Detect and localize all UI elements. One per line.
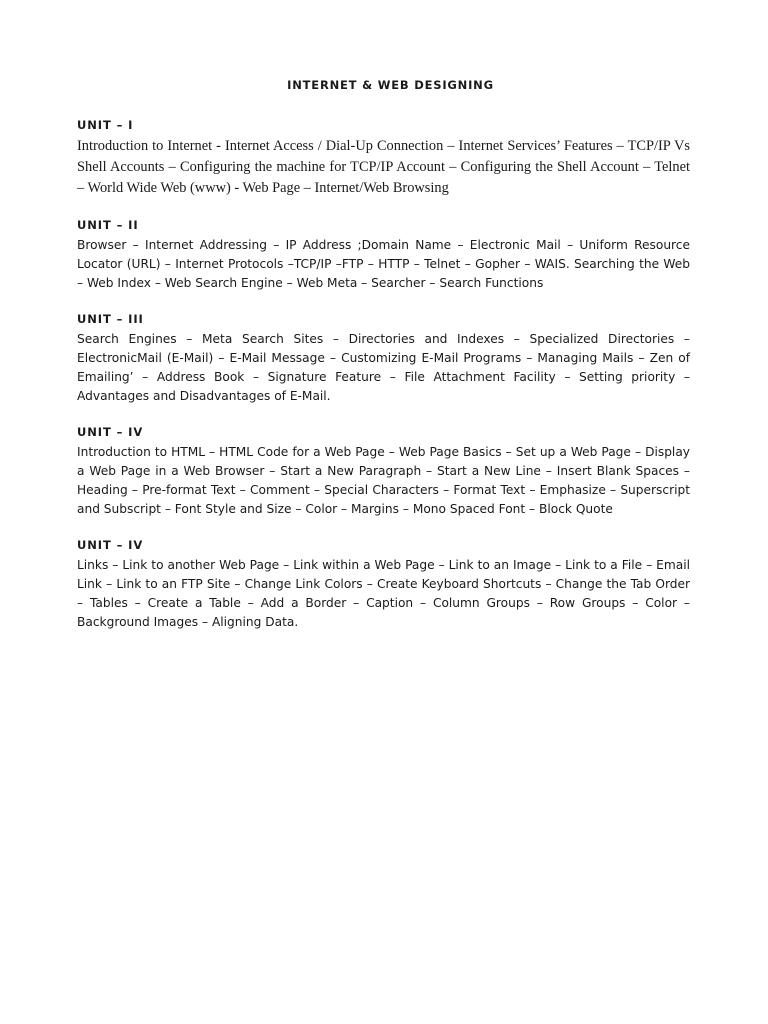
unit-5-section <box>77 538 690 632</box>
unit-2-section <box>77 218 690 293</box>
unit-1-section <box>77 118 690 199</box>
unit-4-heading: UNIT – IV <box>77 425 144 439</box>
unit-2-heading: UNIT – II <box>77 218 139 232</box>
unit-2-topics: Browser – Internet Addressing – IP Address ;Domain Name – Electronic Mail – Uniform Resource Locator (URL) – Internet Protocols –TCP/IP –FTP – HTTP – Telnet – Gopher – WAIS. Searching the Web – Web Index – Web Search Engine – Web Meta – Searcher – Search Functions <box>77 238 690 290</box>
unit-4-topics: Introduction to HTML – HTML Code for a Web Page – Web Page Basics – Set up a Web Page – Display a Web Page in a Web Browser – Start a New Paragraph – Start a New Line – Insert Blank Spaces – Heading – Pre-format Text – Comment – Special Characters – Format Text – Emphasize – Superscript and Subscript – Font Style and Size – Color – Margins – Mono Spaced Font – Block Quote <box>77 445 690 516</box>
unit-1-topics: Introduction to Internet - Internet Access / Dial-Up Connection – Internet Services’ Features – TCP/IP Vs Shell Accounts – Configuring the machine for TCP/IP Account – Configuring the Shell Account – Telnet – World Wide Web (www) - Web Page – Internet/Web Browsing <box>77 138 690 196</box>
unit-5-heading: UNIT – IV <box>77 538 144 552</box>
document-title: INTERNET & WEB DESIGNING <box>287 78 494 92</box>
unit-3-section <box>77 312 690 406</box>
unit-5-topics: Links – Link to another Web Page – Link within a Web Page – Link to an Image – Link to a File – Email Link – Link to an FTP Site – Change Link Colors – Create Keyboard Shortcuts – Change the Tab Order – Tables – Create a Table – Add a Border – Caption – Column Groups – Row Groups – Color – Background Images – Aligning Data. <box>77 558 690 629</box>
unit-3-heading: UNIT – III <box>77 312 144 326</box>
unit-4-section <box>77 425 690 519</box>
unit-1-heading: UNIT – I <box>77 118 134 132</box>
unit-3-topics: Search Engines – Meta Search Sites – Directories and Indexes – Specialized Directories – ElectronicMail (E-Mail) – E-Mail Message – Customizing E-Mail Programs – Managing Mails – Zen of Emailing’ – Address Book – Signature Feature – File Attachment Facility – Setting priority – Advantages and Disadvantages of E-Mail. <box>77 332 690 403</box>
syllabus-page <box>77 78 690 651</box>
